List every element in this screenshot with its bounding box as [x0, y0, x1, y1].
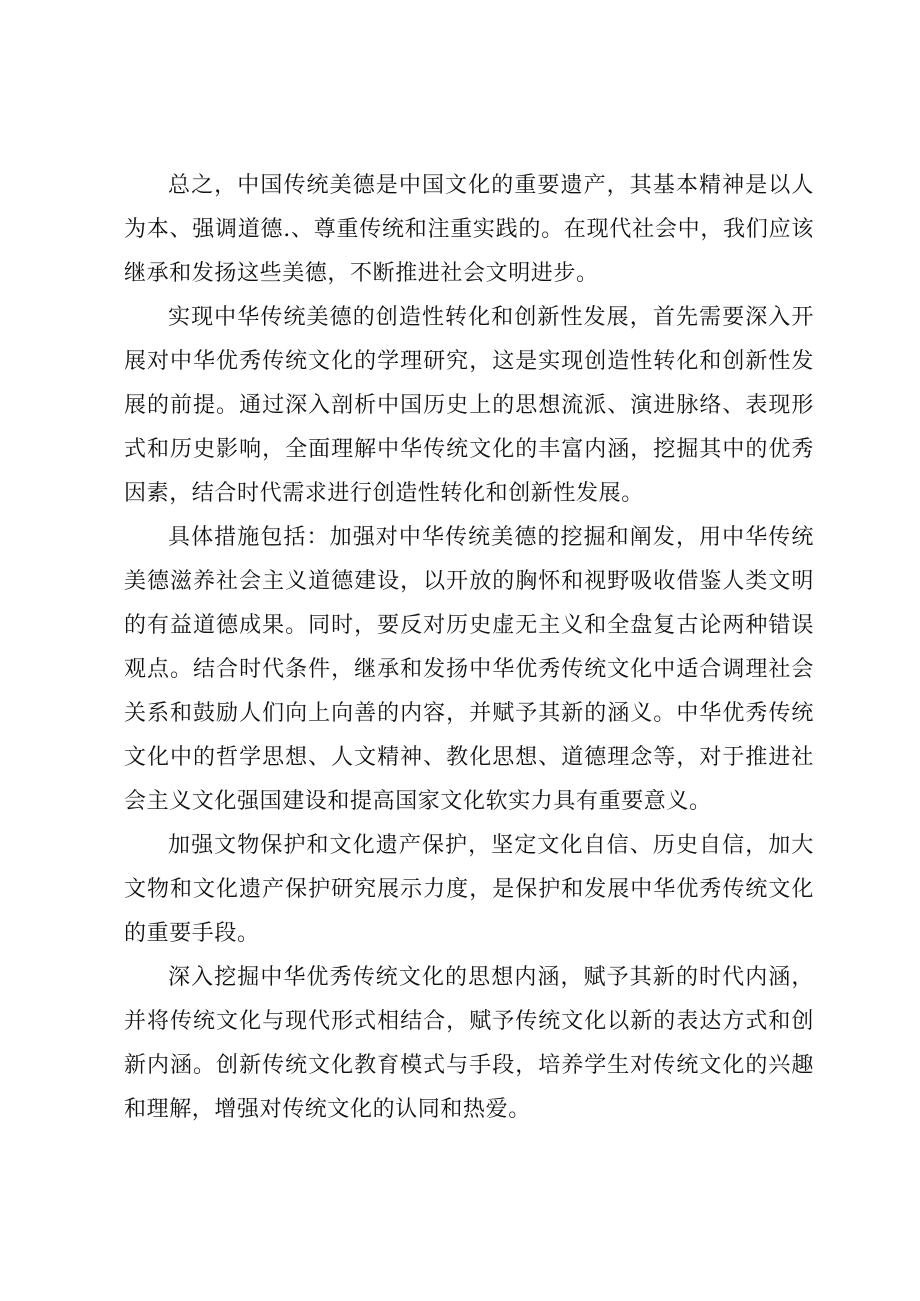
- paragraph-measures: 具体措施包括：加强对中华传统美德的挖掘和阐发，用中华传统美德滋养社会主义道德建设，以开放的胸怀和视野吸收借鉴人类文明的有益道德成果。同时，要反对历史虚无主义和全盘复古论两种错误观点。结合时代条件，继承和发扬中华优秀传统文化中适合调理社会关系和鼓励人们向上向善的内容，并赋予其新的涵义。中华优秀传统文化中的哲学思想、人文精神、教化思想、道德理念等，对于推进社会主义文化强国建设和提高国家文化软实力具有重要意义。: [124, 525, 814, 814]
- paragraph-innovation-education: 深入挖掘中华优秀传统文化的思想内涵，赋予其新的时代内涵，并将传统文化与现代形式相结合，赋予传统文化以新的表达方式和创新内涵。创新传统文化教育模式与手段，培养学生对传统文化的兴趣和理解，增强对传统文化的认同和热爱。: [124, 965, 814, 1122]
- document-body: [124, 164, 814, 1132]
- paragraph-summary: 总之，中国传统美德是中国文化的重要遗产，其基本精神是以人为本、强调道德.、尊重传统和注重实践的。在现代社会中，我们应该继承和发扬这些美德，不断推进社会文明进步。: [124, 173, 814, 286]
- paragraph-research: 实现中华传统美德的创造性转化和创新性发展，首先需要深入开展对中华优秀传统文化的学理研究，这是实现创造性转化和创新性发展的前提。通过深入剖析中国历史上的思想流派、演进脉络、表现形式和历史影响，全面理解中华传统文化的丰富内涵，挖掘其中的优秀因素，结合时代需求进行创造性转化和创新性发展。: [124, 305, 814, 506]
- paragraph-heritage-protection: 加强文物保护和文化遗产保护，坚定文化自信、历史自信，加大文物和文化遗产保护研究展示力度，是保护和发展中华优秀传统文化的重要手段。: [124, 833, 814, 946]
